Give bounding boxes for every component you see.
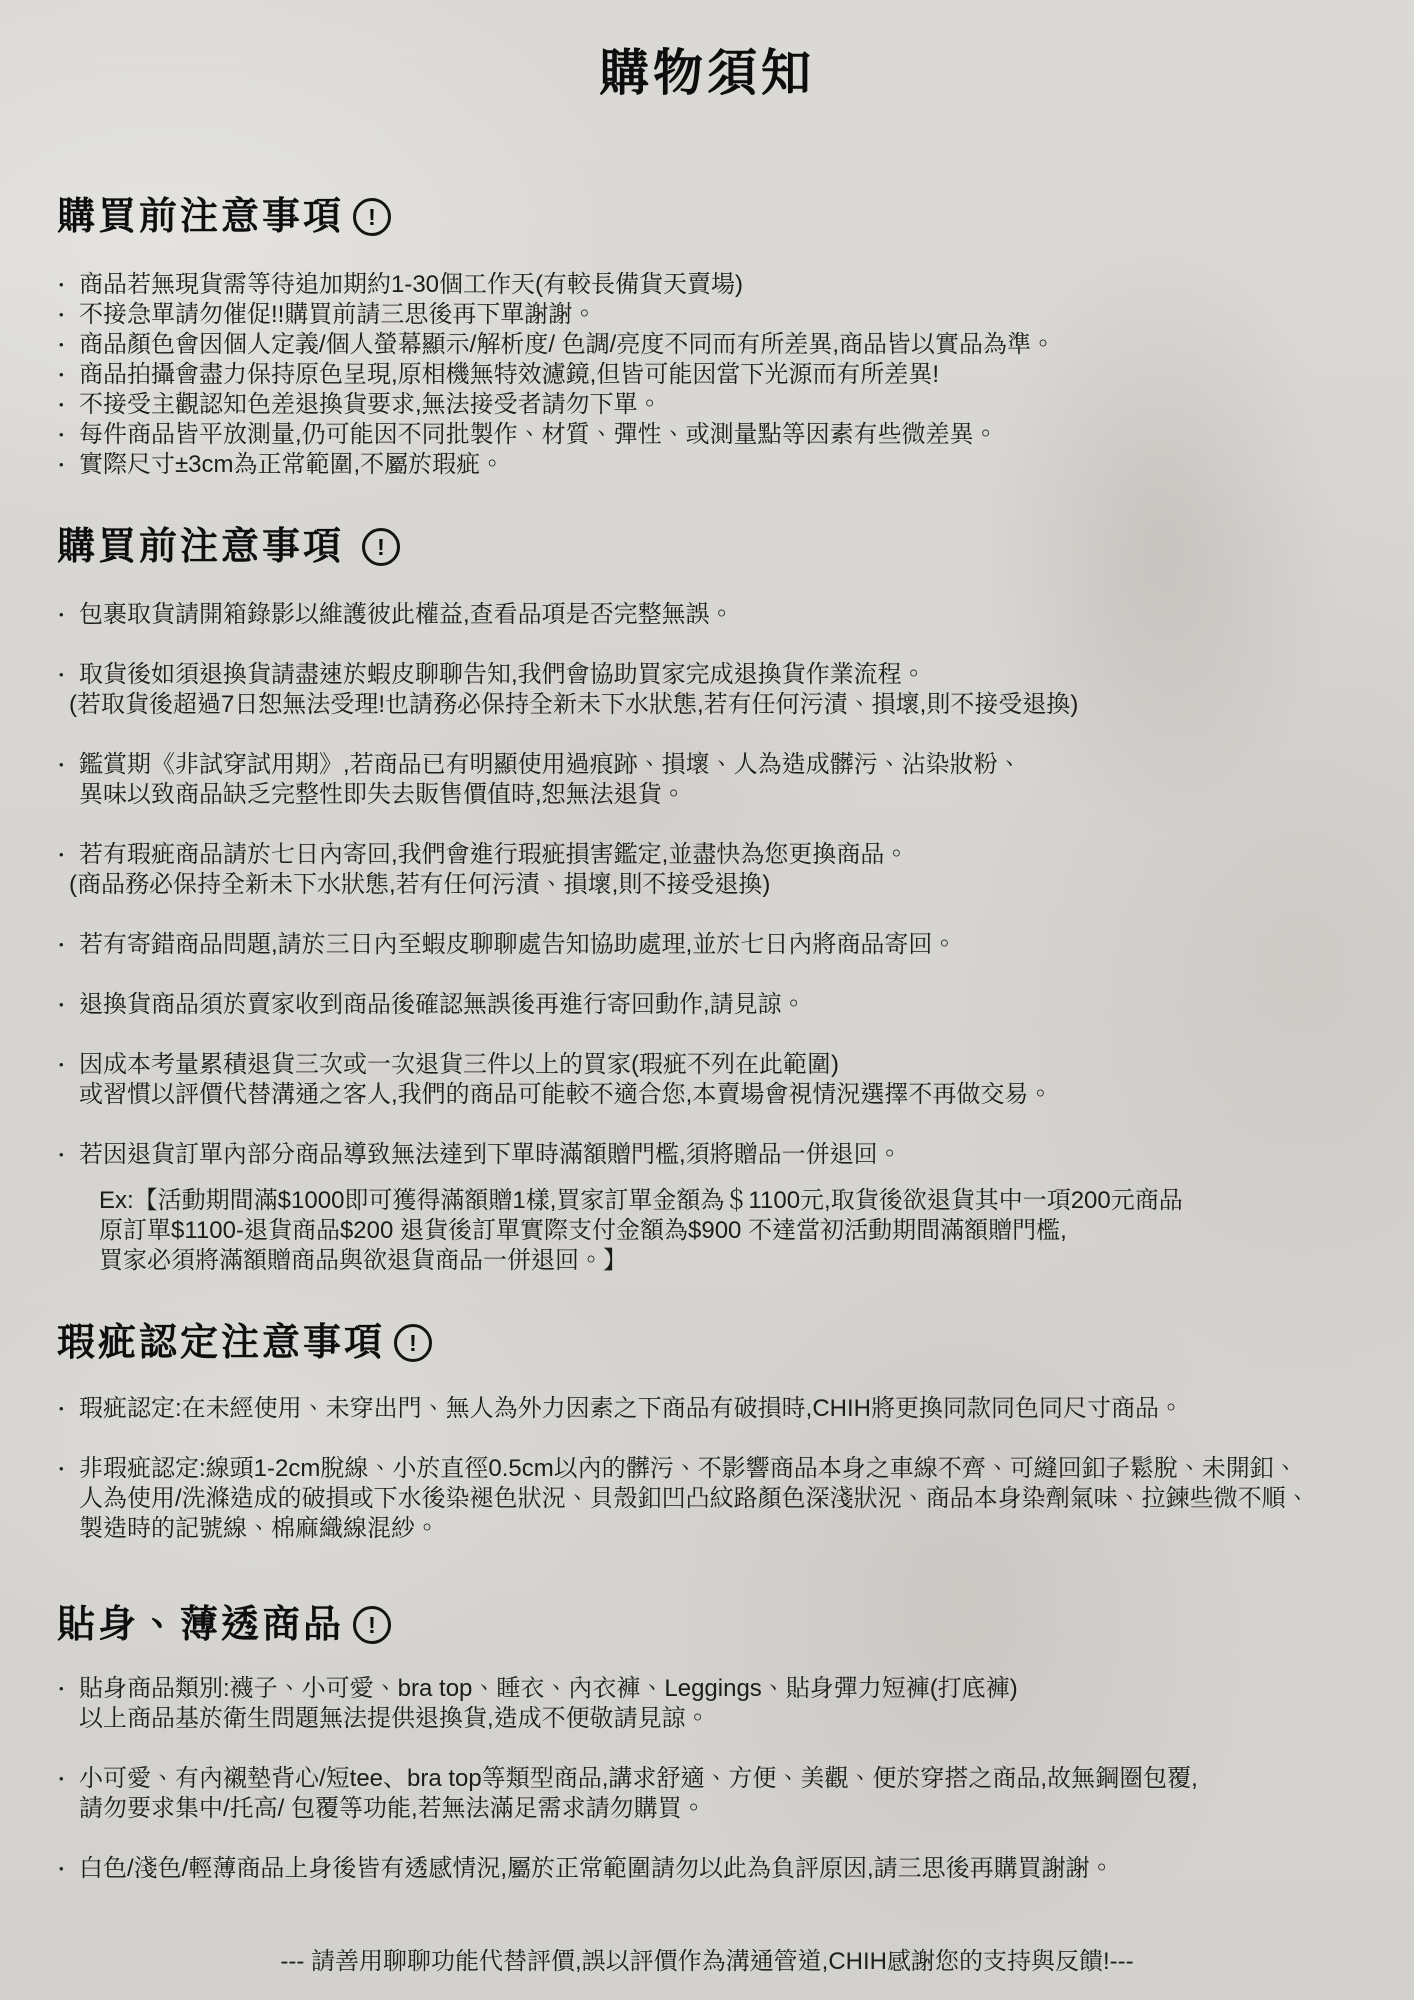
notice-item [57,990,1354,1020]
notice-item [57,1050,1354,1110]
notice-line: 鑑賞期《非試穿試用期》,若商品已有明顯使用過痕跡、損壞、人為造成髒污、沾染妝粉、 [79,751,1022,778]
bullet-dot: • [59,277,64,292]
notice-item [57,600,1354,630]
bullet-dot: • [59,1057,64,1072]
notice-line: 退換貨商品須於賣家收到商品後確認無誤後再進行寄回動作,請見諒。 [79,991,806,1018]
alert-circle-icon [362,528,400,566]
notice-list [57,270,1354,480]
notice-line: 商品顏色會因個人定義/個人螢幕顯示/解析度/ 色調/亮度不同而有所差異,商品皆以實品為準。 [79,331,1056,358]
alert-exclamation: ! [409,1329,417,1356]
alert-exclamation: ! [368,203,376,230]
notice-item [57,270,1354,300]
notice-line: 貼身商品類別:襪子、小可愛、bra top、睡衣、內衣褲、Leggings、貼身彈力短褲(打底褲) [79,1675,1018,1702]
notice-item [57,450,1354,480]
notice-line: 商品若無現貨需等待追加期約1-30個工作天(有較長備貨天賣場) [79,271,744,298]
notice-line: 製造時的記號線、棉麻織線混紗。 [79,1515,439,1542]
notice-list [57,1674,1354,1884]
section-heading [57,1320,1354,1366]
notice-item [57,420,1354,450]
bullet-dot: • [59,457,64,472]
bullet-dot: • [59,1147,64,1162]
alert-exclamation: ! [377,533,385,560]
bullet-dot: • [59,307,64,322]
alert-circle-icon [353,1606,391,1644]
notice-item [57,1764,1354,1824]
notice-line: 或習慣以評價代替溝通之客人,我們的商品可能較不適合您,本賣場會視情況選擇不再做交易。 [79,1081,1053,1108]
notice-line: 若因退貨訂單內部分商品導致無法達到下單時滿額贈門檻,須將贈品一併退回。 [79,1141,902,1168]
section-heading-text: 瑕疵認定注意事項 [57,1322,386,1364]
page-title: 購物須知 [599,45,815,101]
bullet-dot: • [59,367,64,382]
section-pre-purchase-1 [57,194,1354,480]
bullet-dot: • [59,997,64,1012]
notice-item [57,660,1354,720]
notice-line: 白色/淺色/輕薄商品上身後皆有透感情況,屬於正常範圍請勿以此為負評原因,請三思後再購買謝謝。 [79,1855,1114,1882]
notice-line: 若有瑕疵商品請於七日內寄回,我們會進行瑕疵損害鑑定,並盡快為您更換商品。 [79,841,909,868]
bullet-dot: • [59,397,64,412]
section-heading-text: 購買前注意事項 [57,196,345,238]
bullet-dot: • [59,1461,64,1476]
notice-item [57,840,1354,900]
section-heading-text: 購買前注意事項 [57,526,345,568]
section-intimate-sheer-products [57,1602,1354,1884]
bullet-dot: • [59,1401,64,1416]
notice-line: 商品拍攝會盡力保持原色呈現,原相機無特效濾鏡,但皆可能因當下光源而有所差異! [79,361,940,388]
notice-line: 異味以致商品缺乏完整性即失去販售價值時,恕無法退貨。 [79,781,686,808]
notice-line: 以上商品基於衛生問題無法提供退換貨,造成不便敬請見諒。 [79,1705,710,1732]
notice-item [57,930,1354,960]
bullet-dot: • [59,607,64,622]
notice-line: 取貨後如須退換貨請盡速於蝦皮聊聊告知,我們會協助買家完成退換貨作業流程。 [79,661,926,688]
bullet-dot: • [59,667,64,682]
notice-item [57,1394,1354,1424]
notice-line: 實際尺寸±3cm為正常範圍,不屬於瑕疵。 [79,451,505,478]
section-heading-text: 貼身、薄透商品 [57,1604,345,1646]
example-line: 買家必須將滿額贈商品與欲退貨商品一併退回。】 [99,1247,627,1274]
notice-line: 不接急單請勿催促!!購買前請三思後再下單謝謝。 [79,301,597,328]
notice-line: 若有寄錯商品問題,請於三日內至蝦皮聊聊處告知協助處理,並於七日內將商品寄回。 [79,931,957,958]
bullet-dot: • [59,757,64,772]
example-line: Ex:【活動期間滿$1000即可獲得滿額贈1樣,買家訂單金額為＄1100元,取貨後欲退貨其中一項200元商品 [99,1187,1183,1214]
notice-item [57,300,1354,330]
notice-line: 人為使用/洗滌造成的破損或下水後染褪色狀況、貝殼釦凹凸紋路顏色深淺狀況、商品本身染劑氣味、拉鍊些微不順、 [79,1485,1310,1512]
notice-line: 因成本考量累積退貨三次或一次退貨三件以上的買家(瑕疵不列在此範圍) [79,1051,839,1078]
alert-circle-icon [394,1324,432,1362]
notice-item [57,360,1354,390]
notice-item [57,1854,1354,1884]
notice-line: 非瑕疵認定:線頭1-2cm脫線、小於直徑0.5cm以內的髒污、不影響商品本身之車線不齊、可縫回釦子鬆脫、未開釦、 [79,1455,1298,1482]
footer-note: --- 請善用聊聊功能代替評價,誤以評價作為溝通管道,CHIH感謝您的支持與反饋!--- [280,1948,1134,1975]
notice-list [57,1394,1354,1544]
bullet-dot: • [59,427,64,442]
notice-list [57,600,1354,1276]
notice-item [57,750,1354,810]
notice-line: (商品務必保持全新未下水狀態,若有任何污漬、損壞,則不接受退換) [69,871,771,898]
example-line: 原訂單$1100-退貨商品$200 退貨後訂單實際支付金額為$900 不達當初活動期間滿額贈門檻, [99,1217,1067,1244]
bullet-dot: • [59,847,64,862]
section-pre-purchase-2 [57,524,1354,1276]
notice-line: 請勿要求集中/托高/ 包覆等功能,若無法滿足需求請勿購買。 [79,1795,706,1822]
alert-circle-icon [353,198,391,236]
notice-line: 小可愛、有內襯墊背心/短tee、bra top等類型商品,講求舒適、方便、美觀、便於穿搭之商品,故無鋼圈包覆, [79,1765,1198,1792]
example-block [99,1186,1354,1276]
notice-line: (若取貨後超過7日恕無法受理!也請務必保持全新未下水狀態,若有任何污漬、損壞,則不接受退換) [69,691,1079,718]
notice-item [57,330,1354,360]
bullet-dot: • [59,337,64,352]
bullet-dot: • [59,1771,64,1786]
notice-line: 瑕疵認定:在未經使用、未穿出門、無人為外力因素之下商品有破損時,CHIH將更換同款同色同尺寸商品。 [79,1395,1183,1422]
bullet-dot: • [59,937,64,952]
notice-line: 不接受主觀認知色差退換貨要求,無法接受者請勿下單。 [79,391,662,418]
bullet-dot: • [59,1861,64,1876]
section-heading [57,524,1354,570]
notice-line: 每件商品皆平放測量,仍可能因不同批製作、材質、彈性、或測量點等因素有些微差異。 [79,421,998,448]
section-heading [57,194,1354,240]
notice-item [57,1140,1354,1276]
alert-exclamation: ! [368,1611,376,1638]
notice-line: 包裹取貨請開箱錄影以維護彼此權益,查看品項是否完整無誤。 [79,601,734,628]
notice-item [57,390,1354,420]
bullet-dot: • [59,1681,64,1696]
section-defect-criteria [57,1320,1354,1544]
notice-item [57,1674,1354,1734]
section-heading [57,1602,1354,1648]
notice-item [57,1454,1354,1544]
